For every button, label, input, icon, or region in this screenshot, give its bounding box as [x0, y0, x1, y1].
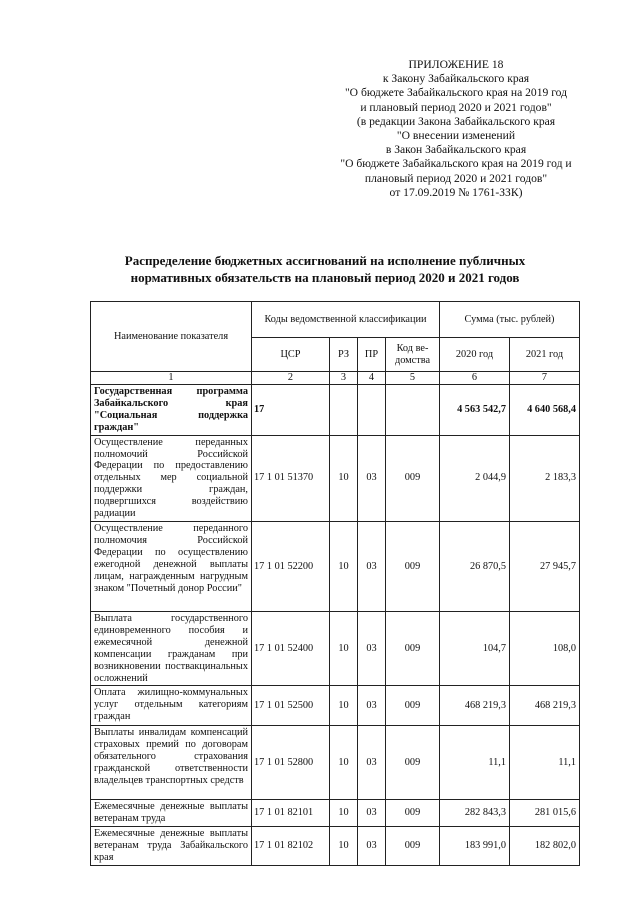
- column-number-row: [91, 372, 580, 385]
- row-csr: 17 1 01 52200: [252, 521, 330, 611]
- row-pr: 03: [358, 800, 386, 827]
- row-name: Осуществление переданных полномочий Российской Федерации по предоставлению отдельных мер социальной поддержки граждан, подвергшихся воздействию радиации: [91, 435, 252, 521]
- appendix-line: "О внесении изменений: [396, 129, 516, 143]
- colnum: 5: [386, 372, 440, 385]
- row-kv: 009: [386, 800, 440, 827]
- row-pr: 03: [358, 686, 386, 726]
- row-csr: 17 1 01 82102: [252, 827, 330, 866]
- header-pr: ПР: [358, 338, 386, 372]
- row-csr: 17 1 01 82101: [252, 800, 330, 827]
- row-kv: 009: [386, 611, 440, 685]
- appendix-line: в Закон Забайкальского края: [385, 143, 527, 157]
- appendix-line: (в редакции Закона Забайкальского края: [356, 114, 556, 128]
- row-csr: 17 1 01 52800: [252, 726, 330, 800]
- header-2020: 2020 год: [440, 338, 510, 372]
- row-2020: 11,1: [440, 726, 510, 800]
- title-line-2: нормативных обязательств на плановый период 2020 и 2021 годов: [130, 270, 520, 285]
- appendix-line: плановый период 2020 и 2021 годов": [364, 171, 548, 185]
- row-name: Осуществление переданного полномочия Российской Федерации по осуществлению ежегодной денежной выплаты лицам, награжденным нагрудным знаком "Почетный донор России": [91, 521, 252, 611]
- row-2020: 104,7: [440, 611, 510, 685]
- row-2020: 183 991,0: [440, 827, 510, 866]
- appendix-line: от 17.09.2019 № 1761-ЗЗК): [389, 185, 523, 199]
- row-kv: 009: [386, 726, 440, 800]
- colnum: 6: [440, 372, 510, 385]
- row-2021: 27 945,7: [510, 521, 580, 611]
- row-name: Государственная программа Забайкальского края "Социальная поддержка граждан": [91, 385, 252, 436]
- colnum: 4: [358, 372, 386, 385]
- appendix-line: ПРИЛОЖЕНИЕ 18: [408, 58, 504, 71]
- row-2020: 2 044,9: [440, 435, 510, 521]
- appendix-header: [318, 58, 594, 200]
- row-name: Ежемесячные денежные выплаты ветеранам труда: [91, 800, 252, 827]
- colnum: 3: [330, 372, 358, 385]
- row-pr: 03: [358, 611, 386, 685]
- row-rz: 10: [330, 521, 358, 611]
- row-rz: 10: [330, 686, 358, 726]
- row-pr: 03: [358, 435, 386, 521]
- table-row: [91, 385, 580, 436]
- row-name: Выплата государственного единовременного пособия и ежемесячной денежной компенсации гражданам при возникновении поствакцинальных осложнений: [91, 611, 252, 685]
- row-2021: 4 640 568,4: [510, 385, 580, 436]
- row-2020: 282 843,3: [440, 800, 510, 827]
- appendix-line: "О бюджете Забайкальского края на 2019 год: [344, 86, 568, 100]
- header-csr: ЦСР: [252, 338, 330, 372]
- row-csr: 17 1 01 52500: [252, 686, 330, 726]
- row-csr: 17 1 01 51370: [252, 435, 330, 521]
- table-row: [91, 800, 580, 827]
- row-2021: 281 015,6: [510, 800, 580, 827]
- row-pr: 03: [358, 521, 386, 611]
- row-kv: 009: [386, 686, 440, 726]
- row-name: Оплата жилищно-коммунальных услуг отдельным категориям граждан: [91, 686, 252, 726]
- table-row: [91, 521, 580, 611]
- colnum: 2: [252, 372, 330, 385]
- row-name: Ежемесячные денежные выплаты ветеранам труда Забайкальского края: [91, 827, 252, 866]
- row-2021: 108,0: [510, 611, 580, 685]
- row-kv: 009: [386, 521, 440, 611]
- row-kv: [386, 385, 440, 436]
- table-row: [91, 435, 580, 521]
- row-2021: 2 183,3: [510, 435, 580, 521]
- header-rz: РЗ: [330, 338, 358, 372]
- appendix-line: "О бюджете Забайкальского края на 2019 год и: [340, 157, 572, 171]
- appendix-line: и плановый период 2020 и 2021 годов": [360, 100, 552, 114]
- row-rz: 10: [330, 827, 358, 866]
- row-csr: 17: [252, 385, 330, 436]
- header-sum-group: Сумма (тыс. рублей): [440, 302, 580, 338]
- header-row-1: [91, 302, 580, 338]
- title-line-1: Распределение бюджетных ассигнований на исполнение публичных: [124, 253, 526, 268]
- table-row: [91, 611, 580, 685]
- row-2021: 11,1: [510, 726, 580, 800]
- row-kv: 009: [386, 827, 440, 866]
- row-2020: 26 870,5: [440, 521, 510, 611]
- row-rz: 10: [330, 726, 358, 800]
- header-2021: 2021 год: [510, 338, 580, 372]
- row-rz: 10: [330, 435, 358, 521]
- table-row: [91, 686, 580, 726]
- row-2020: 4 563 542,7: [440, 385, 510, 436]
- header-kv: Код ве-домства: [386, 338, 440, 372]
- row-rz: 10: [330, 611, 358, 685]
- document-title: [90, 252, 560, 286]
- row-rz: [330, 385, 358, 436]
- row-kv: 009: [386, 435, 440, 521]
- table-row: [91, 726, 580, 800]
- row-rz: 10: [330, 800, 358, 827]
- table-row: [91, 827, 580, 866]
- row-2020: 468 219,3: [440, 686, 510, 726]
- row-pr: 03: [358, 827, 386, 866]
- row-csr: 17 1 01 52400: [252, 611, 330, 685]
- row-2021: 468 219,3: [510, 686, 580, 726]
- row-pr: 03: [358, 726, 386, 800]
- row-pr: [358, 385, 386, 436]
- header-codes-group: Коды ведомственной классификации: [252, 302, 440, 338]
- colnum: 7: [510, 372, 580, 385]
- row-name: Выплаты инвалидам компенсаций страховых премий по договорам обязательного страхования гражданской ответственности владельцев транспортных средств: [91, 726, 252, 800]
- colnum: 1: [91, 372, 252, 385]
- appendix-line: к Закону Забайкальского края: [382, 72, 530, 86]
- row-2021: 182 802,0: [510, 827, 580, 866]
- budget-table: [90, 301, 580, 866]
- header-name: Наименование показателя: [91, 302, 252, 372]
